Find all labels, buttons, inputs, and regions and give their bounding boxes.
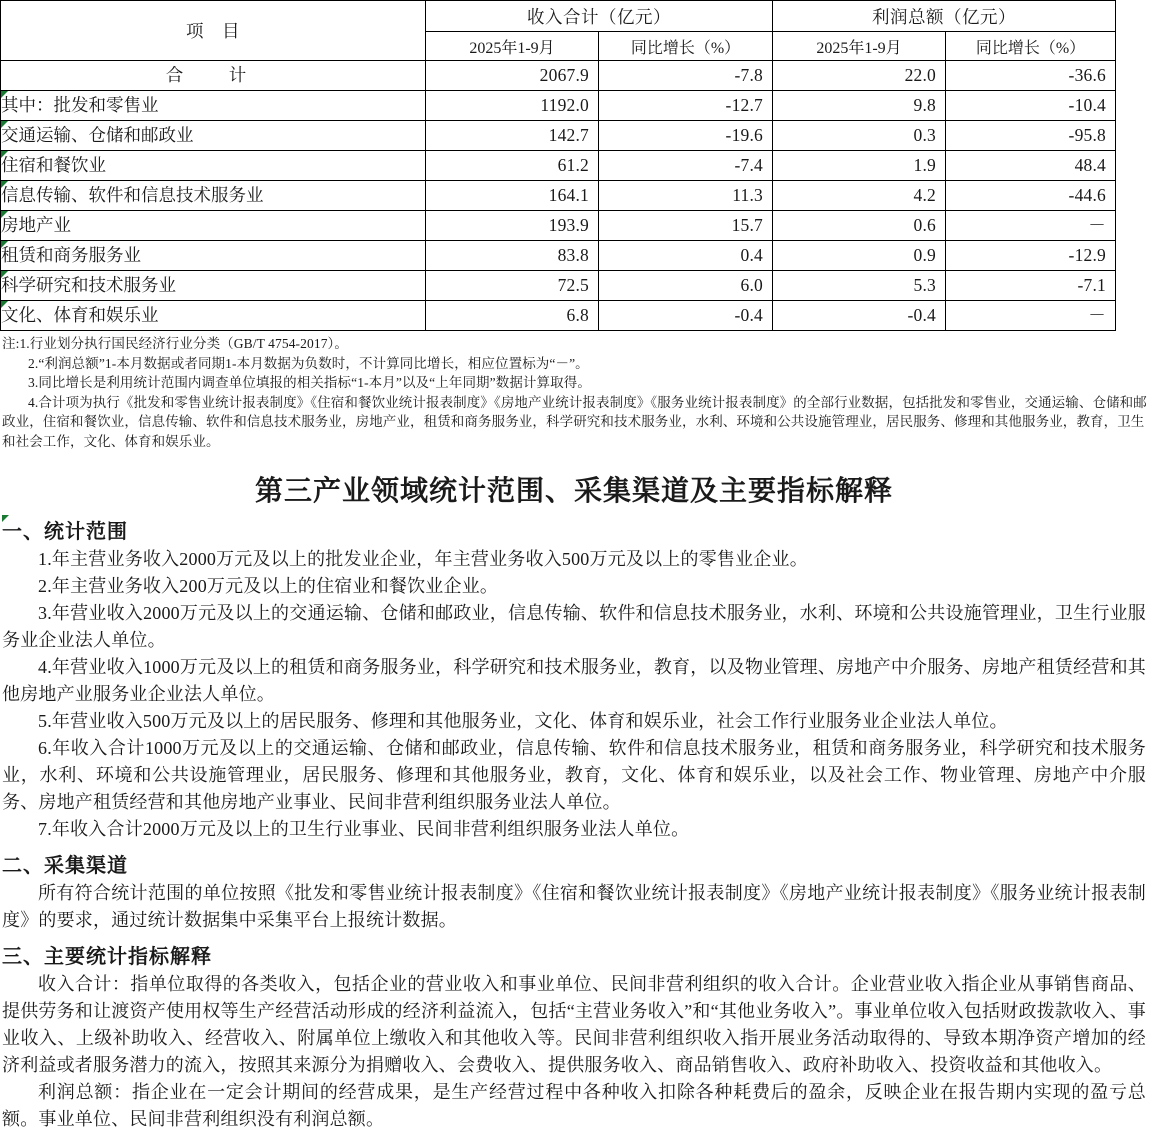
paragraph: 6.年收入合计1000万元及以上的交通运输、仓储和邮政业，信息传输、软件和信息技术服务业，租赁和商务服务业，科学研究和技术服务业，水利、环境和公共设施管理业，居民服务、修理和其他服务业，教育，文化、体育和娱乐业，以及社会工作、物业管理、房地产中介服务、房地产租赁经营和其他房地产业事业、民间非营利组织服务业法人单位。 xyxy=(2,738,1146,812)
paragraph: 2.年主营业务收入200万元及以上的住宿业和餐饮业企业。 xyxy=(38,576,499,596)
header-item-column: 项 目 xyxy=(1,1,426,61)
section-channel-items xyxy=(2,880,1146,934)
table-body xyxy=(1,61,1116,331)
header-group-profit: 利润总额（亿元） xyxy=(773,1,1116,32)
section-scope-items xyxy=(2,546,1146,843)
header-profit-growth: 同比增长（%） xyxy=(946,32,1116,61)
row-profit: 0.9 xyxy=(773,241,946,271)
row-revenue: 193.9 xyxy=(426,211,599,241)
note-1: 注:1.行业划分执行国民经济行业分类（GB/T 4754-2017）。 xyxy=(2,336,349,351)
row-profit: 5.3 xyxy=(773,271,946,301)
section-heading-indicators-label: 三、主要统计指标解释 xyxy=(2,946,212,968)
table-row xyxy=(1,211,1116,241)
row-revenue-growth: 6.0 xyxy=(599,271,773,301)
table-notes xyxy=(0,334,1152,451)
row-revenue-growth: -19.6 xyxy=(599,121,773,151)
paragraph: 3.年营业收入2000万元及以上的交通运输、仓储和邮政业，信息传输、软件和信息技术服务业，水利、环境和公共设施管理业，卫生行业服务业企业法人单位。 xyxy=(2,603,1146,650)
row-profit-growth: -36.6 xyxy=(946,61,1116,91)
row-revenue: 83.8 xyxy=(426,241,599,271)
paragraph: 所有符合统计范围的单位按照《批发和零售业统计报表制度》《住宿和餐饮业统计报表制度》《房地产业统计报表制度》《服务业统计报表制度》的要求，通过统计数据集中采集平台上报统计数据。 xyxy=(2,883,1146,930)
header-profit-period: 2025年1-9月 xyxy=(773,32,946,61)
header-revenue-period: 2025年1-9月 xyxy=(426,32,599,61)
row-profit-growth: -44.6 xyxy=(946,181,1116,211)
row-profit-growth: -95.8 xyxy=(946,121,1116,151)
row-item-label: 合 计 xyxy=(1,61,426,91)
row-revenue-growth: 0.4 xyxy=(599,241,773,271)
row-profit: 9.8 xyxy=(773,91,946,121)
row-item-label: 科学研究和技术服务业 xyxy=(1,271,426,301)
row-item-label: 租赁和商务服务业 xyxy=(1,241,426,271)
row-revenue: 61.2 xyxy=(426,151,599,181)
paragraph: 7.年收入合计2000万元及以上的卫生行业事业、民间非营利组织服务业法人单位。 xyxy=(38,819,690,839)
section-heading-channel-label: 二、采集渠道 xyxy=(2,855,128,877)
row-profit-growth: － xyxy=(946,301,1116,331)
table-row xyxy=(1,301,1116,331)
row-revenue-growth: 11.3 xyxy=(599,181,773,211)
row-revenue: 1192.0 xyxy=(426,91,599,121)
row-revenue: 2067.9 xyxy=(426,61,599,91)
table-row xyxy=(1,241,1116,271)
table-row xyxy=(1,61,1116,91)
table-row xyxy=(1,121,1116,151)
table-header-row-main xyxy=(1,1,1116,32)
table-row xyxy=(1,181,1116,211)
paragraph: 4.年营业收入1000万元及以上的租赁和商务服务业，科学研究和技术服务业，教育，以及物业管理、房地产中介服务、房地产租赁经营和其他房地产业服务业企业法人单位。 xyxy=(2,657,1146,704)
table-row xyxy=(1,91,1116,121)
table-row xyxy=(1,271,1116,301)
row-item-label: 文化、体育和娱乐业 xyxy=(1,301,426,331)
row-revenue-growth: -7.8 xyxy=(599,61,773,91)
row-profit-growth: -7.1 xyxy=(946,271,1116,301)
section-heading-channel xyxy=(2,849,1146,878)
row-revenue: 72.5 xyxy=(426,271,599,301)
row-revenue-growth: 15.7 xyxy=(599,211,773,241)
paragraph: 1.年主营业务收入2000万元及以上的批发业企业，年主营业务收入500万元及以上的零售业企业。 xyxy=(38,549,808,569)
paragraph: 收入合计：指单位取得的各类收入，包括企业的营业收入和事业单位、民间非营利组织的收入合计。企业营业收入指企业从事销售商品、提供劳务和让渡资产使用权等生产经营活动形成的经济利益流入，包括“主营业务收入”和“其他业务收入”。事业单位收入包括财政拨款收入、事业收入、上级补助收入、经营收入、附属单位上缴收入和其他收入等。民间非营利组织收入指开展业务活动取得的、导致本期净资产增加的经济利益或者服务潜力的流入，按照其来源分为捐赠收入、会费收入、提供服务收入、商品销售收入、政府补助收入、投资收益和其他收入。 xyxy=(2,974,1146,1075)
row-profit: 1.9 xyxy=(773,151,946,181)
article-body xyxy=(0,469,1152,1133)
row-item-label: 信息传输、软件和信息技术服务业 xyxy=(1,181,426,211)
section-heading-scope xyxy=(2,515,1146,544)
row-profit-growth: － xyxy=(946,211,1116,241)
row-revenue: 142.7 xyxy=(426,121,599,151)
row-profit: 22.0 xyxy=(773,61,946,91)
note-3: 3.同比增长是利用统计范围内调查单位填报的相关指标“1-本月”以及“上年同期”数据计算取得。 xyxy=(28,375,591,390)
row-profit: 4.2 xyxy=(773,181,946,211)
section-heading-indicators xyxy=(2,940,1146,969)
note-4: 4.合计项为执行《批发和零售业统计报表制度》《住宿和餐饮业统计报表制度》《房地产业统计报表制度》《服务业统计报表制度》的全部行业数据，包括批发和零售业，交通运输、仓储和邮政业，住宿和餐饮业，信息传输、软件和信息技术服务业，房地产业，租赁和商务服务业，科学研究和技术服务业，水利、环境和公共设施管理业，居民服务、修理和其他服务业，教育，卫生和社会工作，文化、体育和娱乐业。 xyxy=(2,394,1147,449)
section-heading-scope-label: 一、统计范围 xyxy=(2,521,128,543)
row-profit: -0.4 xyxy=(773,301,946,331)
paragraph: 5.年营业收入500万元及以上的居民服务、修理和其他服务业，文化、体育和娱乐业，社会工作行业服务业企业法人单位。 xyxy=(38,711,1008,731)
row-item-label: 其中：批发和零售业 xyxy=(1,91,426,121)
page-title: 第三产业领域统计范围、采集渠道及主要指标解释 xyxy=(254,475,893,506)
row-profit-growth: -12.9 xyxy=(946,241,1116,271)
row-profit: 0.6 xyxy=(773,211,946,241)
header-revenue-growth: 同比增长（%） xyxy=(599,32,773,61)
row-revenue: 6.8 xyxy=(426,301,599,331)
row-item-label: 交通运输、仓储和邮政业 xyxy=(1,121,426,151)
cell-marker-icon xyxy=(2,515,9,522)
row-revenue: 164.1 xyxy=(426,181,599,211)
row-item-label: 住宿和餐饮业 xyxy=(1,151,426,181)
third-industry-stat-table xyxy=(0,0,1116,331)
row-revenue-growth: -7.4 xyxy=(599,151,773,181)
paragraph: 利润总额：指企业在一定会计期间的经营成果，是生产经营过程中各种收入扣除各种耗费后的盈余，反映企业在报告期内实现的盈亏总额。事业单位、民间非营利组织没有利润总额。 xyxy=(2,1082,1146,1129)
row-item-label: 房地产业 xyxy=(1,211,426,241)
row-revenue-growth: -0.4 xyxy=(599,301,773,331)
note-2: 2.“利润总额”1-本月数据或者同期1-本月数据为负数时，不计算同比增长，相应位置标为“－”。 xyxy=(28,355,589,371)
row-profit-growth: -10.4 xyxy=(946,91,1116,121)
section-indicator-items xyxy=(2,971,1146,1133)
row-profit-growth: 48.4 xyxy=(946,151,1116,181)
row-profit: 0.3 xyxy=(773,121,946,151)
row-revenue-growth: -12.7 xyxy=(599,91,773,121)
header-group-revenue: 收入合计（亿元） xyxy=(426,1,773,32)
table-row xyxy=(1,151,1116,181)
